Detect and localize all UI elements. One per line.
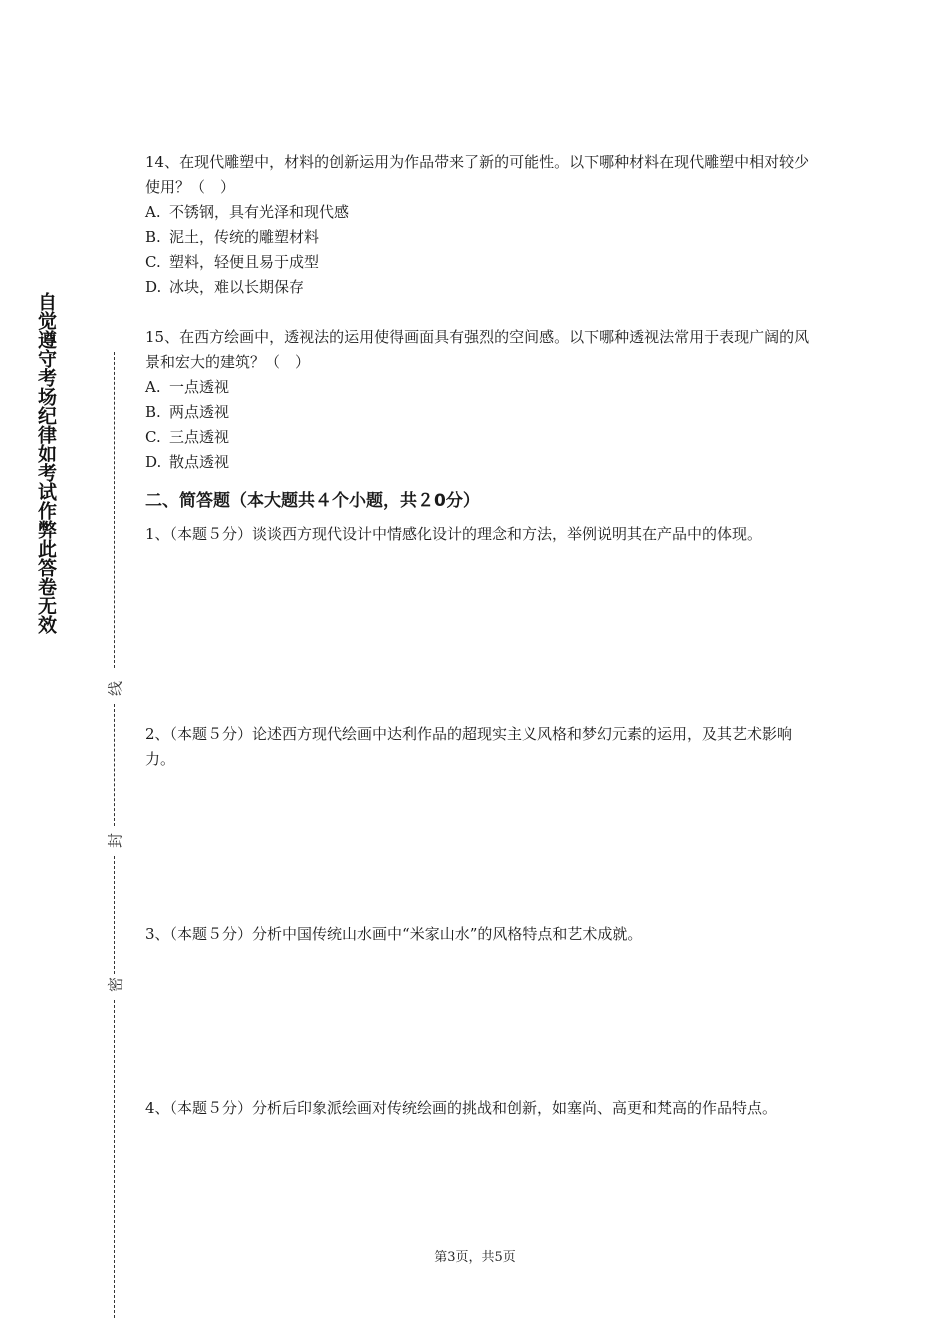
- option-c: C. 三点透视: [145, 428, 230, 446]
- dash-segment: [114, 352, 115, 668]
- option-d: D. 冰块，难以长期保存: [145, 278, 305, 296]
- question-15: [145, 325, 815, 475]
- option-c: C. 塑料，轻便且易于成型: [145, 253, 320, 271]
- question-stem: 14、在现代雕塑中，材料的创新运用为作品带来了新的可能性。以下哪种材料在现代雕塑中相对较少使用？（ ）: [145, 153, 810, 196]
- option-d: D. 散点透视: [145, 453, 230, 471]
- page-footer: 第3页，共5页: [434, 1250, 516, 1265]
- exam-content: [145, 150, 815, 513]
- option-a: A. 一点透视: [145, 378, 230, 396]
- option-a: A. 不锈钢，具有光泽和现代感: [145, 203, 350, 221]
- option-b: B. 泥土，传统的雕塑材料: [145, 228, 320, 246]
- short-question-3: 3、（本题５分）分析中国传统山水画中“米家山水”的风格特点和艺术成就。: [145, 925, 643, 943]
- binding-mark-seal: 封: [106, 833, 125, 849]
- short-question-4: 4、（本题５分）分析后印象派绘画对传统绘画的挑战和创新，如塞尚、高更和梵高的作品特点。: [145, 1099, 778, 1117]
- question-stem: 15、在西方绘画中，透视法的运用使得画面具有强烈的空间感。以下哪种透视法常用于表现广阔的风景和宏大的建筑？（ ）: [145, 328, 810, 371]
- option-b: B. 两点透视: [145, 403, 230, 421]
- binding-mark-secret: 密: [106, 977, 125, 993]
- short-question-1: 1、（本题５分）谈谈西方现代设计中情感化设计的理念和方法，举例说明其在产品中的体现。: [145, 525, 763, 543]
- dash-segment: [114, 856, 115, 974]
- dash-segment: [114, 704, 115, 826]
- dash-segment: [114, 1000, 115, 1318]
- exam-discipline-notice: 自觉遵守考场纪律如考试作弊此答卷无效: [35, 292, 57, 634]
- section-title-short-answer: 二、简答题（本大题共４个小题，共２0分）: [145, 491, 480, 511]
- question-14: [145, 150, 815, 300]
- binding-line: [100, 352, 130, 1318]
- binding-mark-line: 线: [106, 681, 125, 697]
- short-question-2: 2、（本题５分）论述西方现代绘画中达利作品的超现实主义风格和梦幻元素的运用，及其艺术影响力。: [145, 725, 793, 768]
